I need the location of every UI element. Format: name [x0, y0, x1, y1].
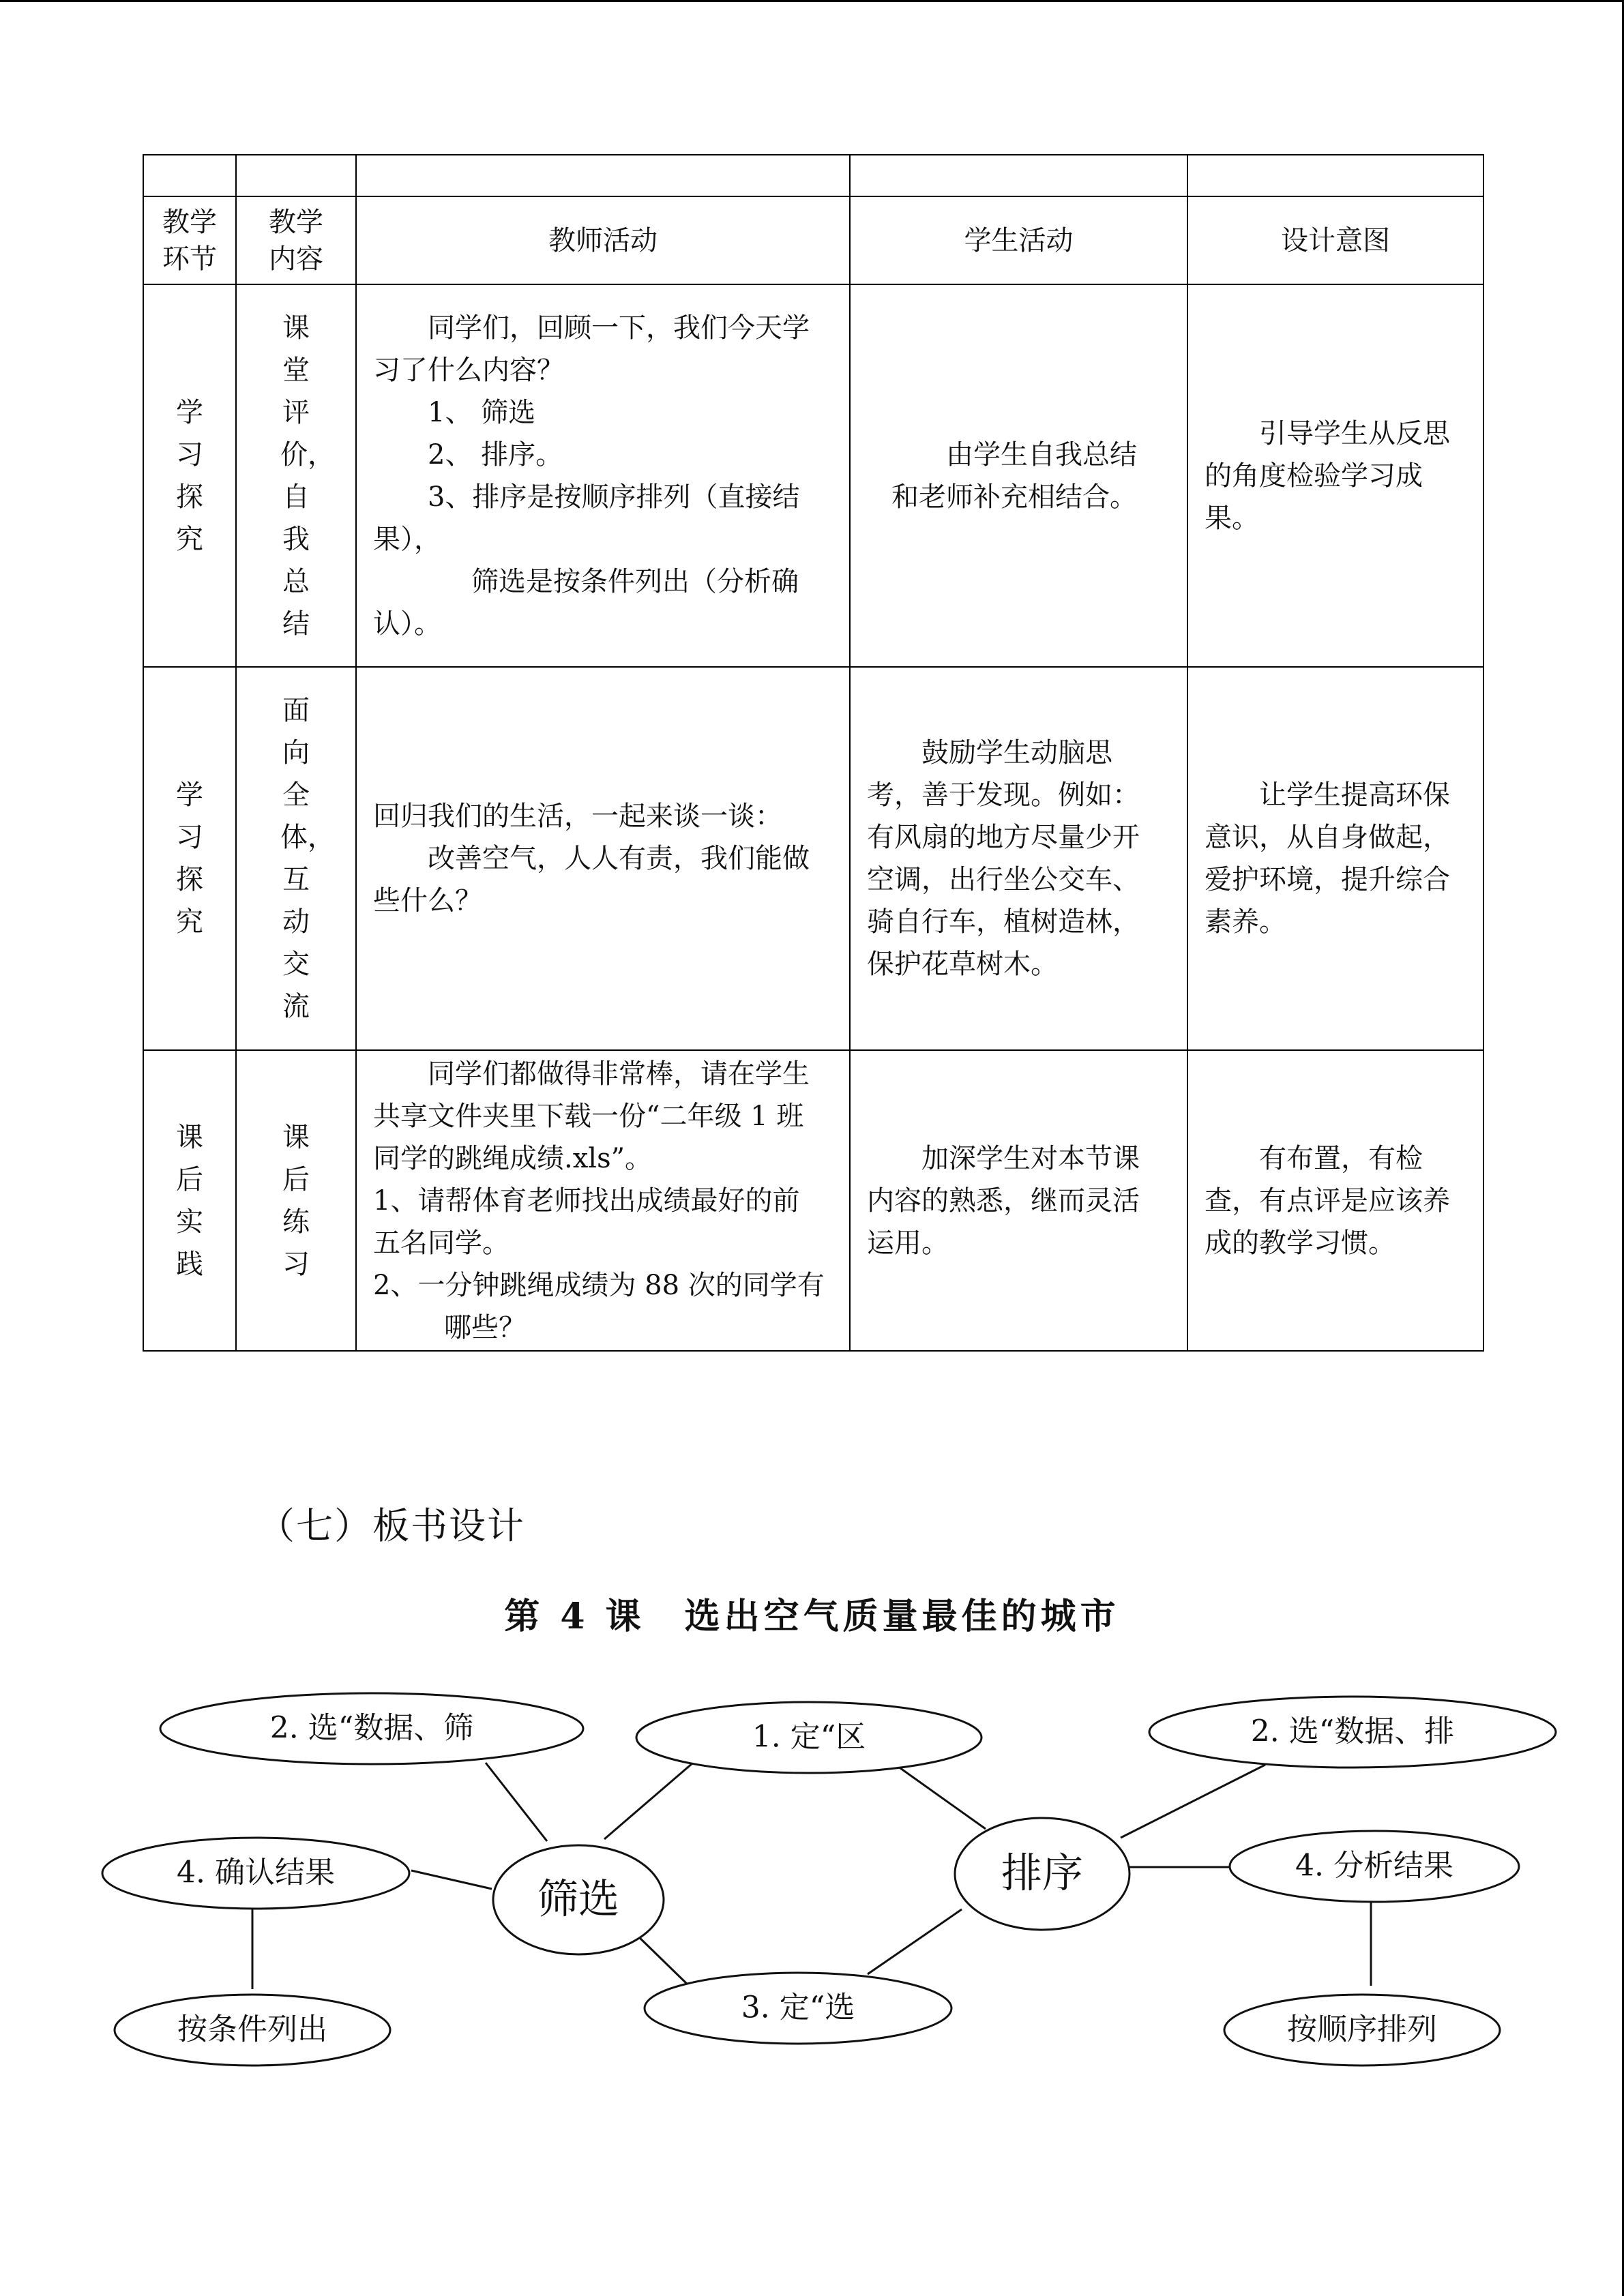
- teacher-activity-cell: 同学们，回顾一下，我们今天学 习了什么内容？ 1、 筛选 2、 排序。 3、排序是按顺序排列（直接结 果）， 筛选是按条件列出（分析确 认）。: [356, 284, 850, 667]
- lesson-plan-table: [143, 154, 1484, 1352]
- node-bottom-mid-label: 3. 定“选: [741, 1990, 855, 2025]
- node-right-top-label: 2. 选“数据、排: [1250, 1714, 1455, 1749]
- center-right-label: 排序: [1001, 1849, 1083, 1898]
- student-activity-cell: 鼓励学生动脑思 考，善于发现。例如： 有风扇的地方尽量少开 空调，出行坐公交车、 骑自行车，植树造林， 保护花草树木。: [850, 667, 1187, 1050]
- node-left-bottom-label: 按条件列出: [177, 2012, 327, 2047]
- header-student-activity: 学生活动: [850, 196, 1187, 284]
- student-activity-cell: 由学生自我总结 和老师补充相结合。: [850, 284, 1187, 667]
- table-row: [143, 667, 1483, 1050]
- node-right-bottom-label: 按顺序排列: [1287, 2012, 1437, 2047]
- stage-cell: 学习探究: [143, 284, 236, 667]
- section-heading: （七）板书设计: [258, 1504, 525, 1547]
- center-left-label: 筛选: [537, 1875, 619, 1924]
- content-cell: 课堂评价，自我总结: [236, 284, 356, 667]
- node-top-mid-label: 1. 定“区: [752, 1719, 866, 1755]
- teacher-activity-cell: 同学们都做得非常棒，请在学生 共享文件夹里下载一份“二年级 1 班 同学的跳绳成绩.xls”。 1、请帮体育老师找出成绩最好的前 五名同学。 2、一分钟跳绳成绩为 88 次的同学有 哪些？: [356, 1050, 850, 1351]
- connector-line: [896, 1765, 986, 1829]
- design-intent-cell: 有布置，有检 查，有点评是应该养 成的教学习惯。: [1187, 1050, 1483, 1351]
- connector-line: [604, 1763, 692, 1839]
- design-intent-cell: 引导学生从反思 的角度检验学习成 果。: [1187, 284, 1483, 667]
- node-left-top-label: 2. 选“数据、筛: [269, 1710, 474, 1746]
- header-content: 教学 内容: [236, 196, 356, 284]
- mindmap-connectors: [252, 1763, 1371, 1989]
- table-blank-row: [143, 155, 1483, 196]
- connector-line: [411, 1870, 492, 1889]
- student-activity-cell: 加深学生对本节课 内容的熟悉，继而灵活 运用。: [850, 1050, 1187, 1351]
- node-right-mid-label: 4. 分析结果: [1295, 1848, 1453, 1883]
- connector-line: [868, 1909, 962, 1974]
- teacher-activity-cell: 回归我们的生活，一起来谈一谈： 改善空气，人人有责，我们能做 些什么？: [356, 667, 850, 1050]
- header-design-intent: 设计意图: [1187, 196, 1483, 284]
- table-row: [143, 284, 1483, 667]
- content-cell: 课后练习: [236, 1050, 356, 1351]
- top-border-line: [0, 0, 1624, 2]
- mindmap-diagram: [0, 1664, 1624, 2087]
- table-row: [143, 1050, 1483, 1351]
- stage-cell: 学习探究: [143, 667, 236, 1050]
- table-header-row: [143, 196, 1483, 284]
- header-teacher-activity: 教师活动: [356, 196, 850, 284]
- content-cell: 面向全体，互动交流: [236, 667, 356, 1050]
- design-intent-cell: 让学生提高环保 意识，从自身做起， 爱护环境，提升综合 素养。: [1187, 667, 1483, 1050]
- connector-line: [486, 1763, 547, 1841]
- stage-cell: 课后实践: [143, 1050, 236, 1351]
- connector-line: [637, 1935, 689, 1986]
- header-stage: 教学 环节: [143, 196, 236, 284]
- node-left-mid-label: 4. 确认结果: [177, 1855, 335, 1890]
- board-title: 第 4 课 选出空气质量最佳的城市: [504, 1596, 1120, 1637]
- connector-line: [1121, 1765, 1265, 1838]
